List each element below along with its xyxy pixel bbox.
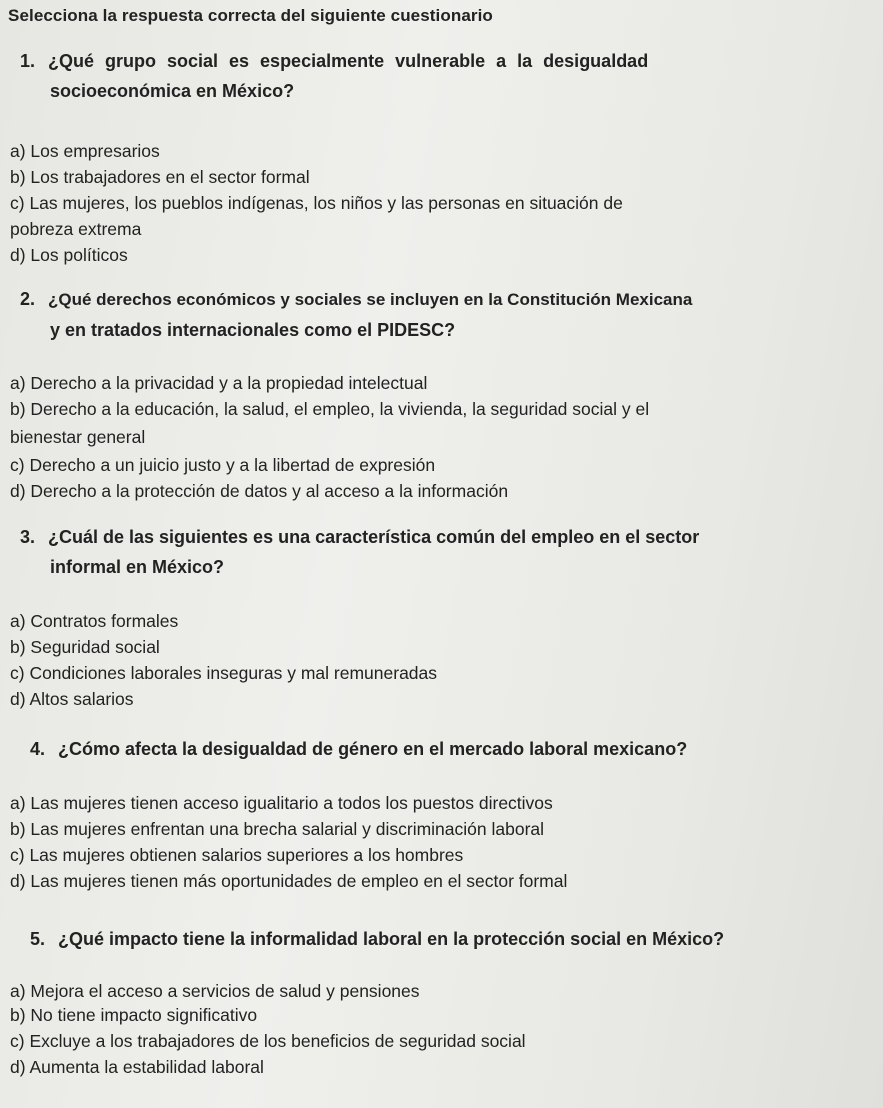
question-text-line2: y en tratados internacionales como el PIDESC? [50,320,456,340]
question-number: 3. [20,527,36,547]
option-5b[interactable]: b) No tiene impacto significativo [10,1005,258,1025]
question-text-line1: ¿Cuál de las siguientes es una característica común del empleo en el sector [48,527,700,547]
option-5a[interactable]: a) Mejora el acceso a servicios de salud y pensiones [10,981,420,1001]
option-4c[interactable]: c) Las mujeres obtienen salarios superiores a los hombres [10,845,464,865]
question-text-line2: informal en México? [50,557,225,577]
option-1a[interactable]: a) Los empresarios [10,141,160,161]
question-number: 4. [30,739,46,759]
option-2b[interactable]: b) Derecho a la educación, la salud, el empleo, la vivienda, la seguridad social y el [10,399,650,419]
question-text-line1: ¿Cómo afecta la desigualdad de género en el mercado laboral mexicano? [58,739,688,759]
question-number: 5. [30,929,46,949]
option-2d[interactable]: d) Derecho a la protección de datos y al acceso a la información [10,481,509,501]
option-3c[interactable]: c) Condiciones laborales inseguras y mal remuneradas [10,663,438,683]
option-5c[interactable]: c) Excluye a los trabajadores de los beneficios de seguridad social [10,1031,526,1051]
question-text-line1: ¿Qué impacto tiene la informalidad laboral en la protección social en México? [58,929,725,949]
option-4b[interactable]: b) Las mujeres enfrentan una brecha salarial y discriminación laboral [10,819,545,839]
question-5 [30,924,880,954]
page-title: Selecciona la respuesta correcta del siguiente cuestionario [8,6,493,25]
question-3 [20,522,875,582]
option-1b[interactable]: b) Los trabajadores en el sector formal [10,167,310,187]
option-1c[interactable]: c) Las mujeres, los pueblos indígenas, los niños y las personas en situación de [10,193,623,213]
option-3d[interactable]: d) Altos salarios [10,689,134,709]
question-text-line1: ¿Qué derechos económicos y sociales se incluyen en la Constitución Mexicana [48,290,693,309]
question-number: 1. [20,51,36,71]
option-2a[interactable]: a) Derecho a la privacidad y a la propiedad intelectual [10,373,428,393]
question-4 [30,734,875,764]
option-4a[interactable]: a) Las mujeres tienen acceso igualitario a todos los puestos directivos [10,793,553,813]
question-1 [20,46,865,106]
option-1c-continued: pobreza extrema [10,219,142,239]
question-text-line2: socioeconómica en México? [50,81,295,101]
option-3a[interactable]: a) Contratos formales [10,611,179,631]
option-4d[interactable]: d) Las mujeres tienen más oportunidades de empleo en el sector formal [10,871,568,891]
option-1d[interactable]: d) Los políticos [10,245,128,265]
question-2 [20,284,875,345]
option-2c[interactable]: c) Derecho a un juicio justo y a la libertad de expresión [10,455,436,475]
option-2b-continued: bienestar general [10,427,146,447]
question-text-line1: ¿Qué grupo social es especialmente vulnerable a la desigualdad [48,51,649,71]
question-number: 2. [20,289,36,309]
option-5d[interactable]: d) Aumenta la estabilidad laboral [10,1057,264,1077]
option-3b[interactable]: b) Seguridad social [10,637,160,657]
